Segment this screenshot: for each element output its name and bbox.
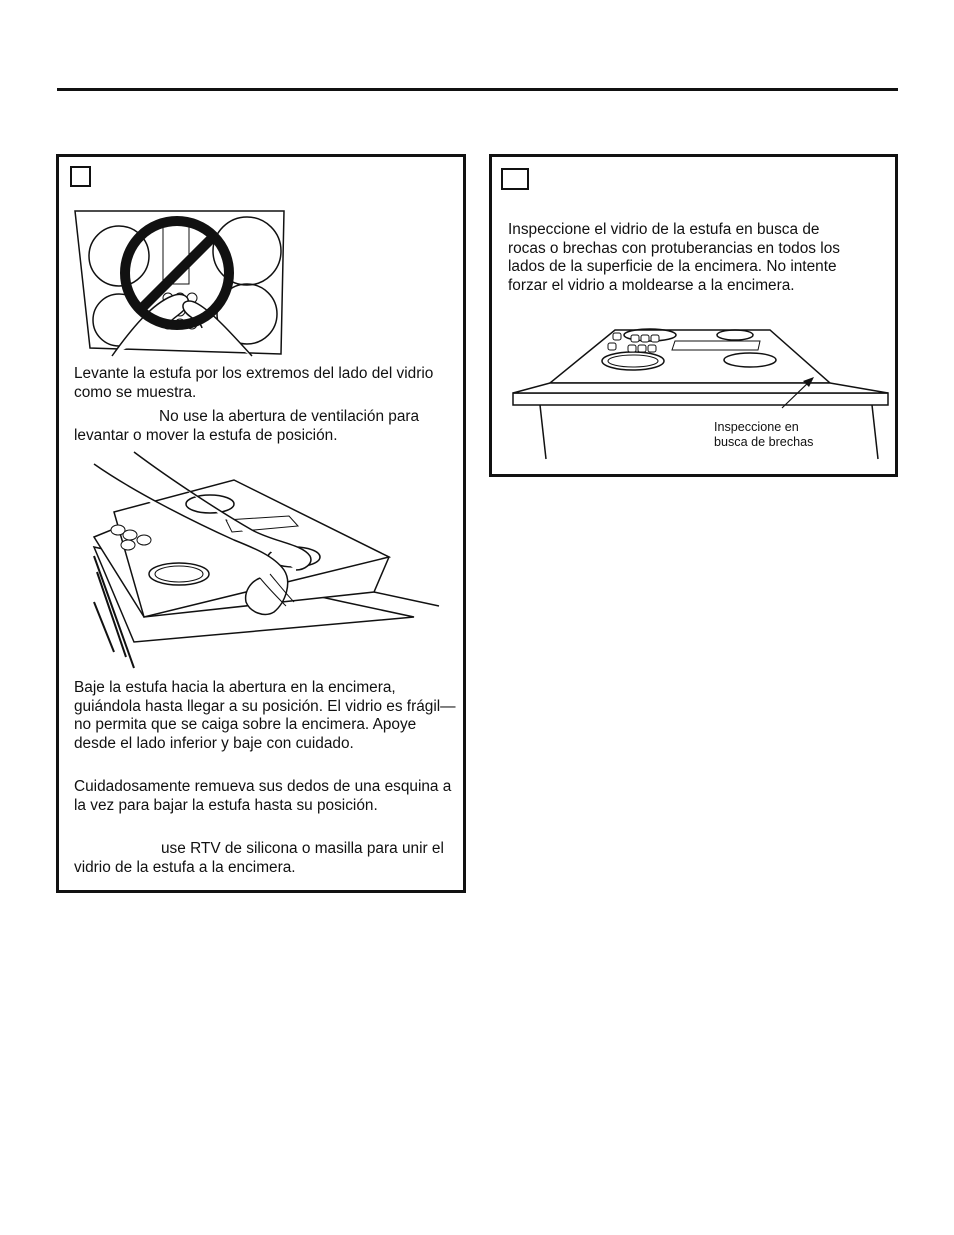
vent-warning: No use la abertura de ventilación para levantar o mover la estufa de posición.: [74, 408, 420, 444]
step-checkbox[interactable]: [70, 166, 91, 187]
lower-cooktop-illustration: [74, 452, 444, 672]
callout-label-line2: busca de brechas: [714, 435, 814, 449]
no-lift-by-vent-illustration: [72, 208, 288, 358]
callout-label-line1: Inspeccione en: [714, 420, 799, 434]
lower-instruction: Baje la estufa hacia la abertura en la encimera, guiándola hasta llegar a su posición. El vidrio es frágil—no permita que se caiga sobre la encimera. Apoye desde el lado inferior y baje con cuidado.: [74, 679, 456, 752]
inspect-instruction: Inspeccione el vidrio de la estufa en busca de rocas o brechas con protuberancias en todos los lados de la superficie de la encimera. No intente forzar el vidrio a moldearse a la encimera.: [508, 221, 840, 294]
lift-instruction: Levante la estufa por los extremos del lado del vidrio como se muestra.: [74, 365, 434, 401]
rtv-note: use RTV de silicona o masilla para unir el vidrio de la estufa a la encimera.: [74, 840, 444, 876]
fingers-instruction: Cuidadosamente remueva sus dedos de una esquina a la vez para bajar la estufa hasta su posición.: [74, 778, 452, 814]
inspect-gaps-illustration: [510, 327, 890, 462]
install-step-panel-left: [56, 154, 466, 893]
header-rule: [57, 88, 898, 91]
install-step-panel-right: [489, 154, 898, 477]
step-checkbox[interactable]: [501, 168, 529, 190]
